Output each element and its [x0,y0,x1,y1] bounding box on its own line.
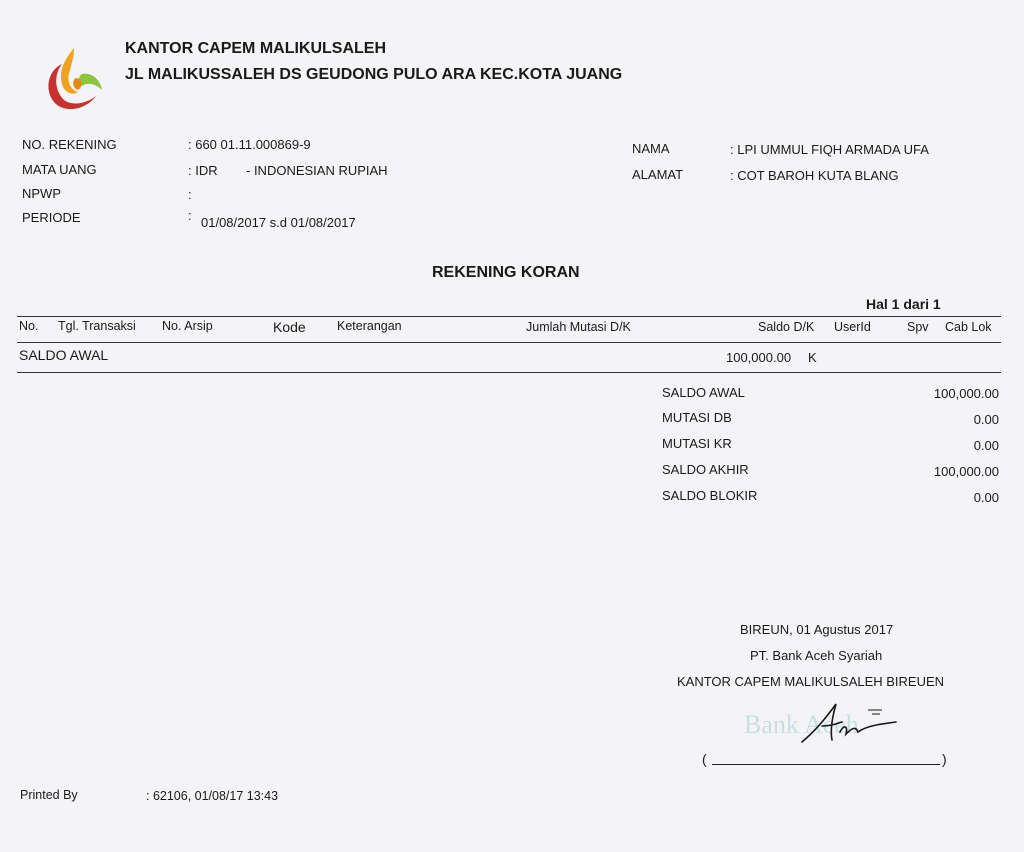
printed-by-label: Printed By [20,788,78,802]
summary-saldo-blokir-value: 0.00 [973,490,999,505]
summary-saldo-akhir-label: SALDO AKHIR [662,462,749,477]
summary-mutasi-db-value: 0.00 [973,412,999,427]
col-cab-lok: Cab Lok [945,320,992,334]
signature-place-date: BIREUN, 01 Agustus 2017 [740,622,894,637]
nama-label: NAMA [632,141,670,156]
mata-uang-label: MATA UANG [22,162,97,177]
npwp-label: NPWP [22,186,61,201]
summary-mutasi-db-label: MUTASI DB [662,410,732,425]
col-tgl-transaksi: Tgl. Transaksi [58,319,136,333]
mata-uang-name: - INDONESIAN RUPIAH [246,163,388,178]
col-no: No. [19,319,39,333]
summary-mutasi-kr-value: 0.00 [973,438,999,453]
signature-close-paren: ) [942,751,947,767]
table-bottom-rule [17,372,1001,373]
signature-line [712,764,940,765]
bank-logo [40,44,112,116]
periode-label: PERIODE [22,210,81,225]
col-saldo: Saldo D/K [758,320,815,334]
periode-value: 01/08/2017 s.d 01/08/2017 [201,215,356,230]
office-address: JL MALIKUSSALEH DS GEUDONG PULO ARA KEC.KOTA JUANG [125,66,623,83]
no-rekening-label: NO. REKENING [22,137,117,152]
alamat-label: ALAMAT [632,167,684,182]
signature-office: KANTOR CAPEM MALIKULSALEH BIREUEN [677,674,945,689]
table-header-rule [17,342,1001,343]
col-spv: Spv [907,320,929,334]
row-saldo-awal-dk: K [808,350,817,365]
signature-bank: PT. Bank Aceh Syariah [750,648,883,663]
signature-open-paren: ( [702,751,707,767]
bank-watermark: Bank Aceh [744,710,859,739]
page-info: Hal 1 dari 1 [866,296,941,312]
periode-colon: : [188,208,192,223]
col-jumlah-mutasi: Jumlah Mutasi D/K [526,320,631,334]
row-saldo-awal-label: SALDO AWAL [19,347,109,363]
printed-by-value: : 62106, 01/08/17 13:43 [146,789,279,803]
row-saldo-awal-value: 100,000.00 [726,350,792,365]
col-no-arsip: No. Arsip [162,319,213,333]
alamat-value: : COT BAROH KUTA BLANG [730,168,899,183]
no-rekening-value: : 660 01.11.000869-9 [188,137,311,152]
summary-saldo-blokir-label: SALDO BLOKIR [662,488,758,503]
col-kode: Kode [273,319,306,335]
summary-saldo-awal-label: SALDO AWAL [662,385,745,400]
mata-uang-code: : IDR [188,163,218,178]
col-userid: UserId [834,320,871,334]
nama-value: : LPI UMMUL FIQH ARMADA UFA [730,142,929,157]
table-top-rule [17,316,1001,317]
npwp-value: : [188,187,192,202]
document-title: REKENING KORAN [432,264,580,281]
logo-green-leaf [79,74,102,90]
summary-saldo-awal-value: 100,000.00 [933,386,999,401]
office-name: KANTOR CAPEM MALIKULSALEH [125,40,387,57]
handwritten-signature [796,696,906,748]
summary-saldo-akhir-value: 100,000.00 [933,464,999,479]
logo-red-swoosh [48,64,96,109]
summary-mutasi-kr-label: MUTASI KR [662,436,732,451]
col-keterangan: Keterangan [337,319,402,333]
